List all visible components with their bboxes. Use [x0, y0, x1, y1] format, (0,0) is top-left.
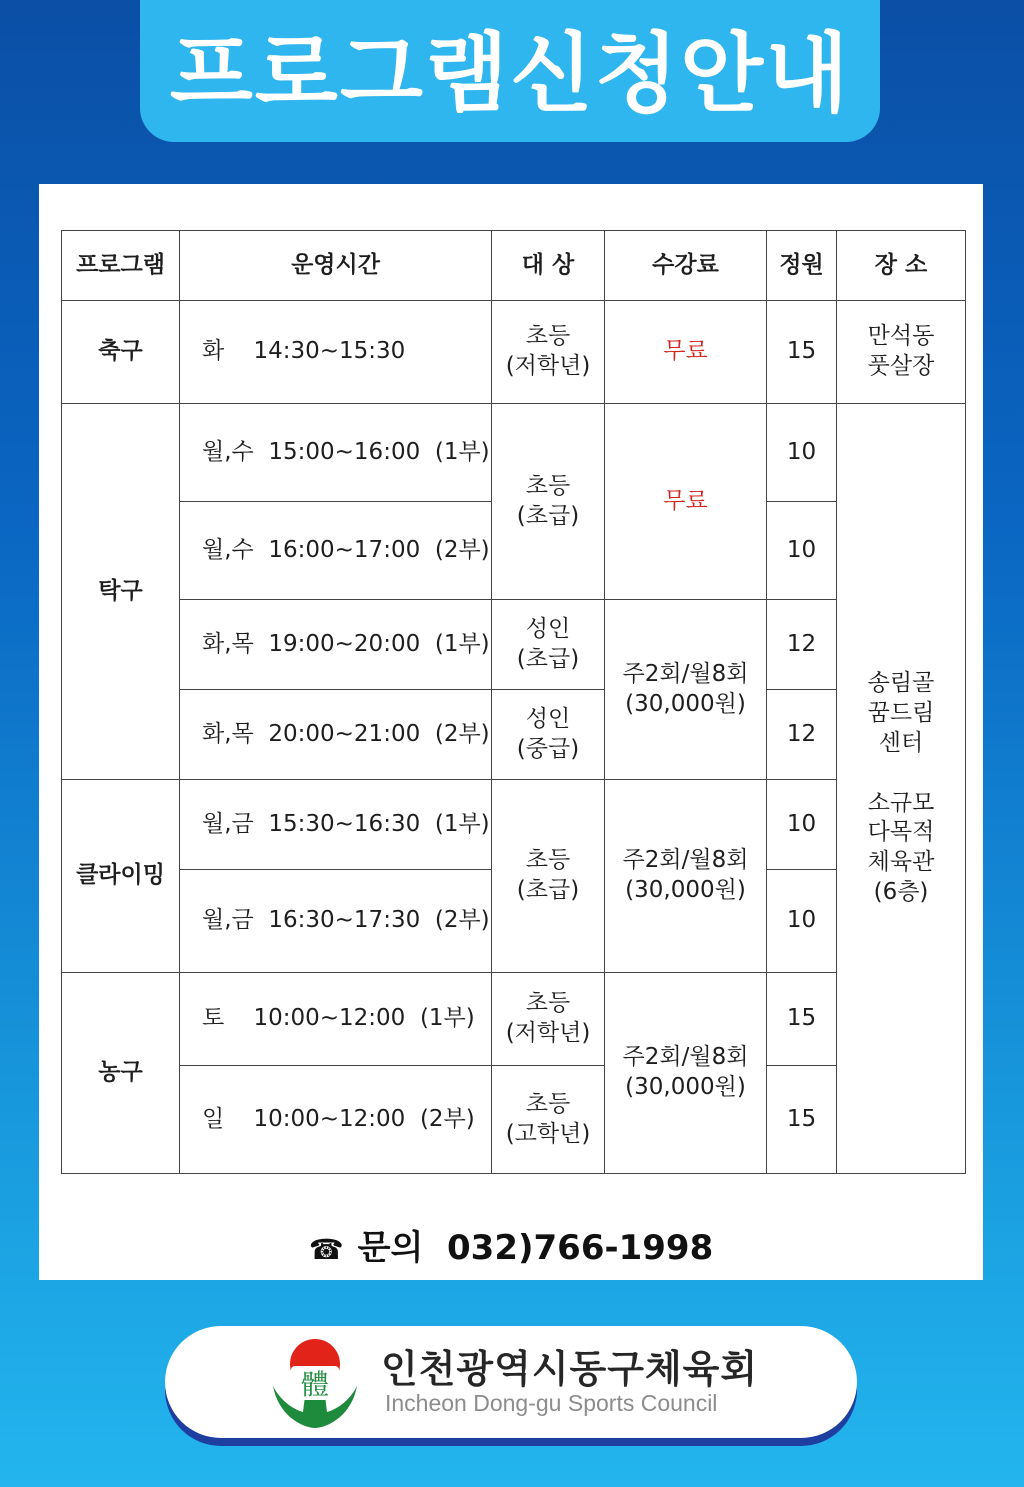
header-capacity: 정원	[767, 231, 837, 301]
capacity-cell: 12	[767, 690, 837, 780]
day-label: 월,수	[202, 536, 254, 563]
logo-character: 體	[300, 1368, 330, 1401]
day-label: 월,수	[202, 438, 254, 465]
time-cell	[180, 301, 492, 404]
time-cell	[180, 690, 492, 780]
target-cell	[492, 404, 605, 600]
time-range: 15:00~16:00	[268, 438, 421, 465]
time-range: 14:30~15:30	[253, 338, 406, 365]
place-cell	[837, 301, 966, 404]
capacity-cell: 15	[767, 973, 837, 1066]
capacity-cell: 12	[767, 600, 837, 690]
fee-label: 주2회/월8회 (30,000원)	[622, 1044, 749, 1100]
target-cell	[492, 780, 605, 973]
header-place: 장 소	[837, 231, 966, 301]
target-label: 초등 (초급)	[516, 472, 580, 529]
fee-cell	[605, 780, 767, 973]
contact-line	[39, 1220, 983, 1269]
fee-cell	[605, 600, 767, 780]
day-label: 월,금	[202, 907, 254, 934]
program-soccer: 축구	[62, 301, 180, 404]
day-label: 토	[202, 1005, 225, 1032]
day-label: 화,목	[202, 630, 254, 657]
shared-place-label: 송림골 꿈드림 센터 소규모 다목적 체육관 (6층)	[867, 669, 935, 906]
day-label: 화	[202, 338, 225, 365]
time-cell	[180, 870, 492, 973]
session-label: (2부)	[434, 907, 490, 934]
page-title: 프로그램신청안내	[169, 24, 851, 124]
capacity-cell: 10	[767, 404, 837, 502]
session-label: (2부)	[419, 1105, 475, 1132]
capacity-cell: 10	[767, 502, 837, 600]
fee-cell	[605, 973, 767, 1174]
capacity-cell: 10	[767, 780, 837, 870]
session-label: (1부)	[434, 630, 490, 657]
target-label: 초등 (저학년)	[505, 990, 591, 1046]
target-label: 성인 (초급)	[516, 615, 580, 672]
target-label: 성인 (중급)	[516, 705, 580, 762]
target-cell	[492, 690, 605, 780]
target-cell	[492, 301, 605, 404]
org-name-korean: 인천광역시동구체육회	[381, 1347, 759, 1391]
day-label: 월,금	[202, 810, 254, 837]
time-range: 15:30~16:30	[268, 810, 421, 837]
org-name-english: Incheon Dong-gu Sports Council	[385, 1390, 718, 1416]
program-table	[61, 230, 966, 1174]
target-label: 초등 (고학년)	[505, 1090, 591, 1147]
day-label: 화,목	[202, 720, 254, 747]
time-range: 19:00~20:00	[268, 630, 421, 657]
fee-label: 주2회/월8회 (30,000원)	[622, 660, 749, 717]
capacity-cell: 10	[767, 870, 837, 973]
table-row	[62, 404, 966, 502]
time-range: 20:00~21:00	[268, 720, 421, 747]
time-range: 10:00~12:00	[253, 1105, 406, 1132]
table-header-row	[62, 231, 966, 301]
time-range: 10:00~12:00	[253, 1005, 406, 1032]
capacity-cell: 15	[767, 301, 837, 404]
table-row	[62, 973, 966, 1066]
target-cell	[492, 600, 605, 690]
header-program: 프로그램	[62, 231, 180, 301]
place-label: 만석동 풋살장	[867, 323, 935, 379]
table-row	[62, 301, 966, 404]
footer-bar	[165, 1326, 857, 1438]
program-table-tennis: 탁구	[62, 404, 180, 780]
council-logo-icon	[265, 1334, 365, 1430]
capacity-cell: 15	[767, 1066, 837, 1174]
program-basketball: 농구	[62, 973, 180, 1174]
fee-label: 주2회/월8회 (30,000원)	[622, 847, 749, 903]
time-range: 16:00~17:00	[268, 536, 421, 563]
day-label: 일	[202, 1105, 225, 1132]
target-cell	[492, 1066, 605, 1174]
time-cell	[180, 1066, 492, 1174]
table-row	[62, 600, 966, 690]
time-range: 16:30~17:30	[268, 907, 421, 934]
table-row	[62, 1066, 966, 1174]
program-climbing: 클라이밍	[62, 780, 180, 973]
title-banner	[140, 0, 880, 142]
target-label: 초등 (저학년)	[505, 323, 591, 379]
time-cell	[180, 600, 492, 690]
table-row	[62, 690, 966, 780]
session-label: (2부)	[434, 536, 490, 563]
target-cell	[492, 973, 605, 1066]
phone-icon: ☎	[308, 1233, 344, 1266]
time-cell	[180, 404, 492, 502]
fee-cell: 무료	[605, 404, 767, 600]
time-cell	[180, 502, 492, 600]
session-label: (1부)	[419, 1005, 475, 1032]
header-target: 대 상	[492, 231, 605, 301]
session-label: (2부)	[434, 720, 490, 747]
table-row	[62, 780, 966, 870]
target-label: 초등 (초급)	[516, 847, 580, 903]
time-cell	[180, 780, 492, 870]
header-time: 운영시간	[180, 231, 492, 301]
session-label: (1부)	[434, 438, 490, 465]
contact-label: 문의	[357, 1228, 424, 1268]
time-cell	[180, 973, 492, 1066]
shared-place-cell	[837, 404, 966, 1174]
schedule-panel	[39, 184, 983, 1280]
session-label: (1부)	[434, 810, 490, 837]
contact-phone[interactable]: 032)766-1998	[447, 1228, 714, 1268]
header-fee: 수강료	[605, 231, 767, 301]
fee-cell: 무료	[605, 301, 767, 404]
